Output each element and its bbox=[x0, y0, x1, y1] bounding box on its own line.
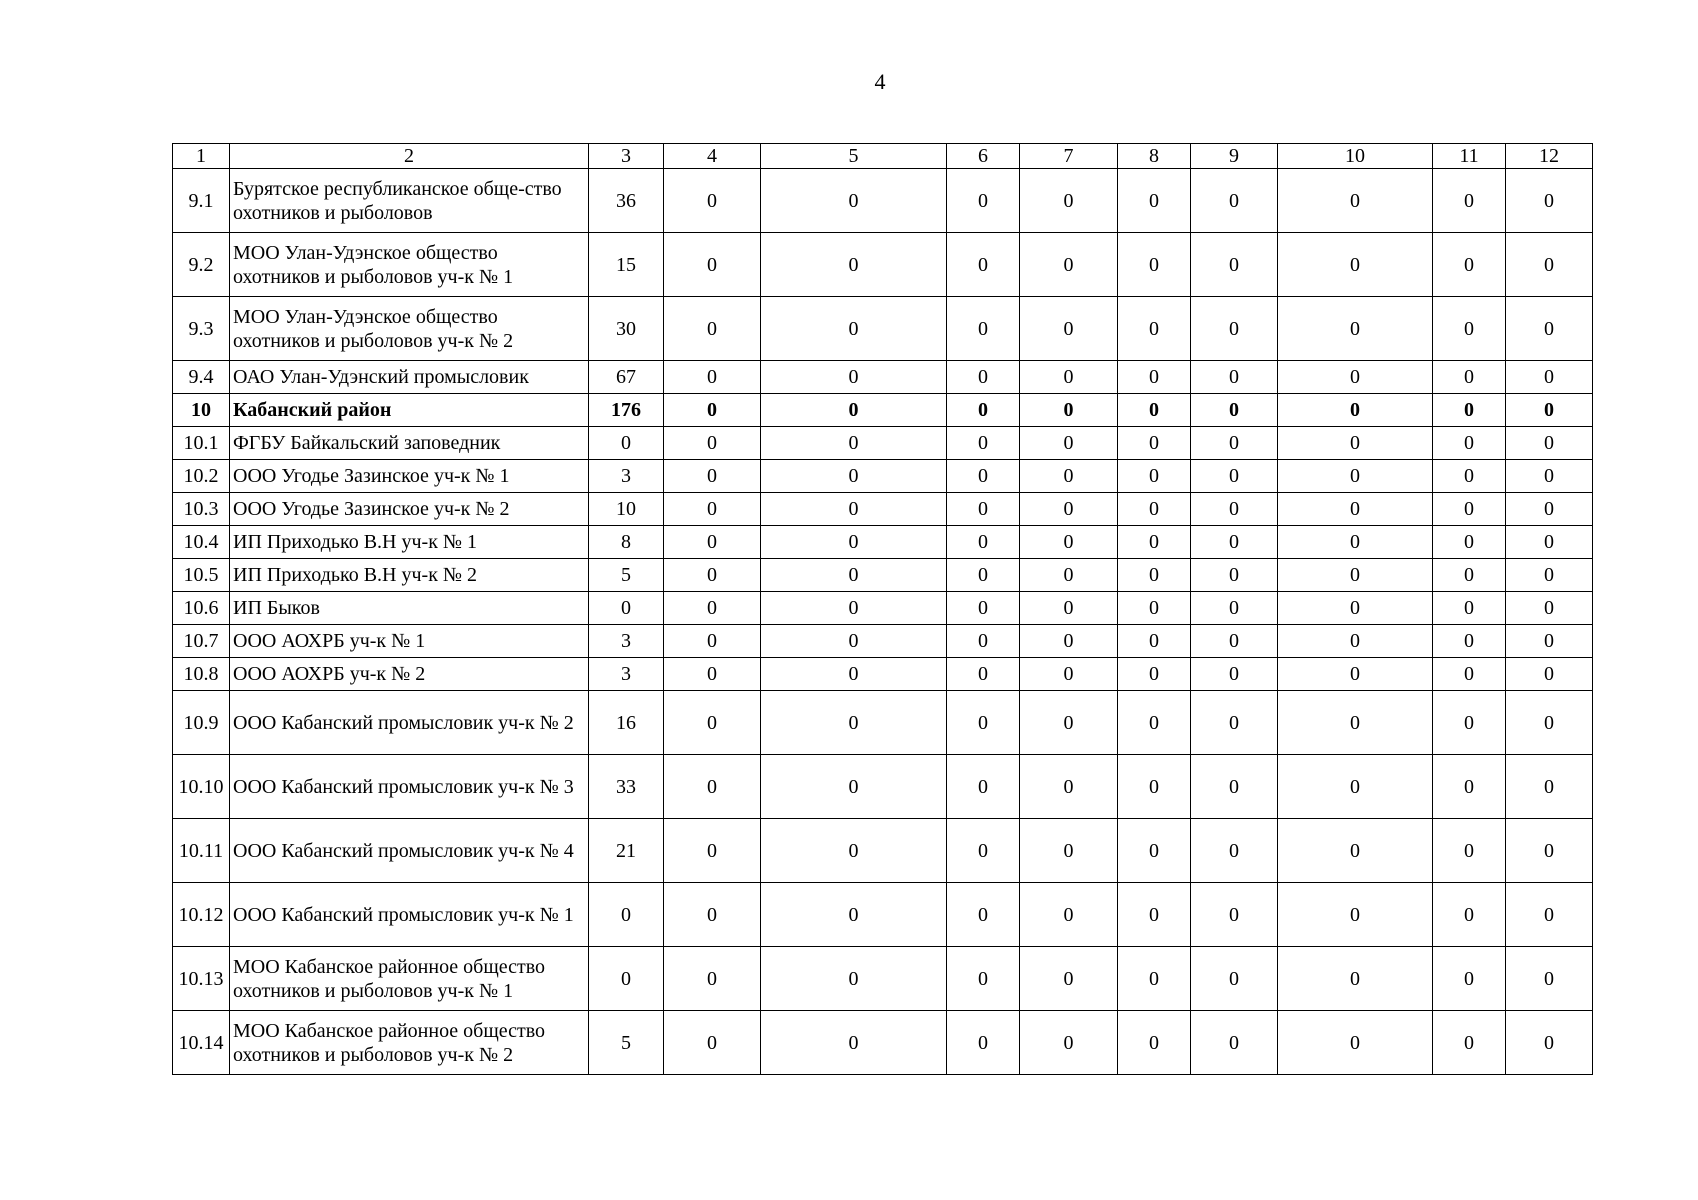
value-cell: 0 bbox=[1506, 297, 1593, 361]
value-cell: 0 bbox=[947, 592, 1020, 625]
value-cell: 0 bbox=[1278, 819, 1433, 883]
value-cell: 8 bbox=[589, 526, 664, 559]
value-cell: 0 bbox=[1191, 233, 1278, 297]
value-cell: 0 bbox=[947, 819, 1020, 883]
value-cell: 0 bbox=[761, 592, 947, 625]
value-cell: 0 bbox=[1020, 1011, 1118, 1075]
row-number: 10.9 bbox=[173, 691, 230, 755]
value-cell: 0 bbox=[1020, 658, 1118, 691]
value-cell: 0 bbox=[1118, 658, 1191, 691]
row-number: 10.13 bbox=[173, 947, 230, 1011]
organization-name: МОО Улан-Удэнское общество охотников и рыболовов уч-к № 2 bbox=[230, 297, 589, 361]
value-cell: 0 bbox=[1191, 493, 1278, 526]
value-cell: 0 bbox=[1506, 658, 1593, 691]
value-cell: 0 bbox=[1118, 526, 1191, 559]
value-cell: 0 bbox=[1506, 947, 1593, 1011]
value-cell: 15 bbox=[589, 233, 664, 297]
value-cell: 0 bbox=[1118, 947, 1191, 1011]
table-row bbox=[173, 361, 1593, 394]
value-cell: 0 bbox=[1278, 233, 1433, 297]
row-number: 9.1 bbox=[173, 169, 230, 233]
value-cell: 0 bbox=[1433, 819, 1506, 883]
value-cell: 0 bbox=[589, 883, 664, 947]
row-number: 10.1 bbox=[173, 427, 230, 460]
value-cell: 36 bbox=[589, 169, 664, 233]
value-cell: 0 bbox=[1191, 658, 1278, 691]
value-cell: 0 bbox=[761, 233, 947, 297]
table-row bbox=[173, 625, 1593, 658]
value-cell: 0 bbox=[761, 947, 947, 1011]
header-cell: 7 bbox=[1020, 144, 1118, 169]
value-cell: 0 bbox=[947, 169, 1020, 233]
value-cell: 0 bbox=[1278, 493, 1433, 526]
row-number: 10.3 bbox=[173, 493, 230, 526]
header-cell: 5 bbox=[761, 144, 947, 169]
value-cell: 67 bbox=[589, 361, 664, 394]
value-cell: 0 bbox=[1118, 691, 1191, 755]
organization-name: ООО Угодье Зазинское уч-к № 1 bbox=[230, 460, 589, 493]
organization-name: ФГБУ Байкальский заповедник bbox=[230, 427, 589, 460]
value-cell: 0 bbox=[761, 658, 947, 691]
value-cell: 0 bbox=[664, 493, 761, 526]
value-cell: 0 bbox=[1433, 297, 1506, 361]
value-cell: 0 bbox=[1020, 169, 1118, 233]
header-cell: 4 bbox=[664, 144, 761, 169]
data-table bbox=[172, 143, 1593, 1075]
value-cell: 0 bbox=[1191, 526, 1278, 559]
value-cell: 0 bbox=[1278, 460, 1433, 493]
value-cell: 0 bbox=[761, 883, 947, 947]
row-number: 10.8 bbox=[173, 658, 230, 691]
value-cell: 0 bbox=[1506, 526, 1593, 559]
value-cell: 0 bbox=[947, 947, 1020, 1011]
page-number: 4 bbox=[874, 69, 886, 94]
value-cell: 0 bbox=[761, 427, 947, 460]
value-cell: 0 bbox=[1020, 947, 1118, 1011]
value-cell: 0 bbox=[761, 297, 947, 361]
value-cell: 0 bbox=[1278, 658, 1433, 691]
value-cell: 0 bbox=[1020, 493, 1118, 526]
value-cell: 0 bbox=[947, 233, 1020, 297]
value-cell: 0 bbox=[1278, 526, 1433, 559]
value-cell: 0 bbox=[664, 297, 761, 361]
value-cell: 0 bbox=[1118, 559, 1191, 592]
value-cell: 0 bbox=[761, 493, 947, 526]
value-cell: 0 bbox=[1020, 297, 1118, 361]
value-cell: 16 bbox=[589, 691, 664, 755]
organization-name: ООО Кабанский промысловик уч-к № 4 bbox=[230, 819, 589, 883]
value-cell: 0 bbox=[1191, 625, 1278, 658]
value-cell: 0 bbox=[1278, 394, 1433, 427]
value-cell: 0 bbox=[664, 691, 761, 755]
value-cell: 0 bbox=[1118, 592, 1191, 625]
value-cell: 0 bbox=[1506, 819, 1593, 883]
value-cell: 0 bbox=[1020, 691, 1118, 755]
table-row bbox=[173, 819, 1593, 883]
table-row bbox=[173, 947, 1593, 1011]
value-cell: 21 bbox=[589, 819, 664, 883]
value-cell: 0 bbox=[1118, 427, 1191, 460]
value-cell: 0 bbox=[947, 755, 1020, 819]
row-number: 10.7 bbox=[173, 625, 230, 658]
table-row bbox=[173, 559, 1593, 592]
value-cell: 0 bbox=[1433, 947, 1506, 1011]
value-cell: 0 bbox=[664, 755, 761, 819]
header-cell: 10 bbox=[1278, 144, 1433, 169]
value-cell: 0 bbox=[1506, 559, 1593, 592]
value-cell: 0 bbox=[1191, 559, 1278, 592]
table-row bbox=[173, 526, 1593, 559]
value-cell: 0 bbox=[1118, 625, 1191, 658]
header-row bbox=[173, 144, 1593, 169]
value-cell: 0 bbox=[1118, 361, 1191, 394]
value-cell: 0 bbox=[1433, 493, 1506, 526]
value-cell: 0 bbox=[1506, 460, 1593, 493]
value-cell: 0 bbox=[1191, 460, 1278, 493]
organization-name: ИП Приходько В.Н уч-к № 1 bbox=[230, 526, 589, 559]
value-cell: 33 bbox=[589, 755, 664, 819]
value-cell: 176 bbox=[589, 394, 664, 427]
value-cell: 0 bbox=[664, 658, 761, 691]
row-number: 10.11 bbox=[173, 819, 230, 883]
value-cell: 0 bbox=[664, 361, 761, 394]
row-number: 10.5 bbox=[173, 559, 230, 592]
value-cell: 0 bbox=[1433, 233, 1506, 297]
value-cell: 0 bbox=[1020, 394, 1118, 427]
table-row bbox=[173, 755, 1593, 819]
organization-name: Бурятское республиканское обще-ство охотников и рыболовов bbox=[230, 169, 589, 233]
value-cell: 0 bbox=[664, 559, 761, 592]
table-row bbox=[173, 691, 1593, 755]
value-cell: 0 bbox=[947, 691, 1020, 755]
value-cell: 0 bbox=[589, 592, 664, 625]
value-cell: 0 bbox=[1118, 233, 1191, 297]
value-cell: 0 bbox=[1433, 658, 1506, 691]
value-cell: 0 bbox=[1020, 819, 1118, 883]
value-cell: 0 bbox=[1191, 1011, 1278, 1075]
value-cell: 0 bbox=[1278, 625, 1433, 658]
value-cell: 0 bbox=[761, 755, 947, 819]
value-cell: 0 bbox=[947, 658, 1020, 691]
value-cell: 0 bbox=[1278, 947, 1433, 1011]
organization-name: ООО Кабанский промысловик уч-к № 2 bbox=[230, 691, 589, 755]
value-cell: 0 bbox=[761, 394, 947, 427]
value-cell: 0 bbox=[761, 526, 947, 559]
value-cell: 0 bbox=[664, 947, 761, 1011]
value-cell: 0 bbox=[1118, 1011, 1191, 1075]
value-cell: 0 bbox=[664, 1011, 761, 1075]
header-cell: 3 bbox=[589, 144, 664, 169]
row-number: 9.2 bbox=[173, 233, 230, 297]
value-cell: 10 bbox=[589, 493, 664, 526]
value-cell: 0 bbox=[1506, 169, 1593, 233]
header-cell: 1 bbox=[173, 144, 230, 169]
value-cell: 0 bbox=[1278, 755, 1433, 819]
value-cell: 0 bbox=[1278, 169, 1433, 233]
value-cell: 0 bbox=[1191, 592, 1278, 625]
value-cell: 0 bbox=[1433, 883, 1506, 947]
value-cell: 0 bbox=[664, 460, 761, 493]
value-cell: 0 bbox=[1433, 394, 1506, 427]
value-cell: 0 bbox=[664, 169, 761, 233]
value-cell: 0 bbox=[761, 460, 947, 493]
organization-name: ИП Приходько В.Н уч-к № 2 bbox=[230, 559, 589, 592]
organization-name: МОО Улан-Удэнское общество охотников и рыболовов уч-к № 1 bbox=[230, 233, 589, 297]
table-row bbox=[173, 233, 1593, 297]
value-cell: 0 bbox=[1433, 691, 1506, 755]
value-cell: 0 bbox=[1433, 427, 1506, 460]
table-row bbox=[173, 592, 1593, 625]
value-cell: 0 bbox=[1506, 427, 1593, 460]
value-cell: 0 bbox=[664, 592, 761, 625]
value-cell: 0 bbox=[1278, 1011, 1433, 1075]
value-cell: 0 bbox=[1191, 883, 1278, 947]
row-number: 9.4 bbox=[173, 361, 230, 394]
value-cell: 0 bbox=[1506, 1011, 1593, 1075]
value-cell: 0 bbox=[1118, 394, 1191, 427]
organization-name: Кабанский район bbox=[230, 394, 589, 427]
value-cell: 0 bbox=[1020, 755, 1118, 819]
value-cell: 0 bbox=[1020, 526, 1118, 559]
value-cell: 0 bbox=[761, 361, 947, 394]
value-cell: 0 bbox=[1020, 559, 1118, 592]
value-cell: 0 bbox=[1191, 297, 1278, 361]
value-cell: 0 bbox=[664, 394, 761, 427]
value-cell: 0 bbox=[1020, 460, 1118, 493]
value-cell: 0 bbox=[1020, 233, 1118, 297]
organization-name: МОО Кабанское районное общество охотников и рыболовов уч-к № 2 bbox=[230, 1011, 589, 1075]
value-cell: 0 bbox=[1433, 361, 1506, 394]
value-cell: 0 bbox=[589, 947, 664, 1011]
table-row bbox=[173, 394, 1593, 427]
value-cell: 0 bbox=[947, 1011, 1020, 1075]
value-cell: 0 bbox=[1433, 559, 1506, 592]
value-cell: 0 bbox=[1506, 755, 1593, 819]
value-cell: 0 bbox=[1191, 361, 1278, 394]
value-cell: 0 bbox=[1278, 297, 1433, 361]
table-row bbox=[173, 493, 1593, 526]
header-cell: 8 bbox=[1118, 144, 1191, 169]
value-cell: 0 bbox=[1506, 625, 1593, 658]
table-row bbox=[173, 883, 1593, 947]
organization-name: ИП Быков bbox=[230, 592, 589, 625]
value-cell: 0 bbox=[1118, 460, 1191, 493]
value-cell: 0 bbox=[1191, 427, 1278, 460]
value-cell: 0 bbox=[1278, 427, 1433, 460]
value-cell: 0 bbox=[761, 819, 947, 883]
value-cell: 0 bbox=[1020, 361, 1118, 394]
value-cell: 0 bbox=[1020, 883, 1118, 947]
row-number: 10.10 bbox=[173, 755, 230, 819]
value-cell: 0 bbox=[1278, 361, 1433, 394]
value-cell: 0 bbox=[947, 883, 1020, 947]
table-row bbox=[173, 1011, 1593, 1075]
value-cell: 0 bbox=[947, 460, 1020, 493]
row-number: 10.14 bbox=[173, 1011, 230, 1075]
value-cell: 0 bbox=[1506, 233, 1593, 297]
value-cell: 3 bbox=[589, 460, 664, 493]
table-row bbox=[173, 169, 1593, 233]
value-cell: 0 bbox=[1278, 691, 1433, 755]
value-cell: 0 bbox=[1433, 526, 1506, 559]
value-cell: 0 bbox=[664, 526, 761, 559]
value-cell: 0 bbox=[664, 819, 761, 883]
value-cell: 0 bbox=[1118, 169, 1191, 233]
table-row bbox=[173, 658, 1593, 691]
table-row bbox=[173, 427, 1593, 460]
value-cell: 0 bbox=[1020, 427, 1118, 460]
value-cell: 3 bbox=[589, 625, 664, 658]
value-cell: 0 bbox=[1278, 883, 1433, 947]
value-cell: 0 bbox=[664, 883, 761, 947]
value-cell: 0 bbox=[664, 427, 761, 460]
value-cell: 0 bbox=[1118, 297, 1191, 361]
value-cell: 3 bbox=[589, 658, 664, 691]
value-cell: 0 bbox=[1433, 755, 1506, 819]
value-cell: 0 bbox=[947, 493, 1020, 526]
value-cell: 0 bbox=[1020, 592, 1118, 625]
value-cell: 0 bbox=[947, 297, 1020, 361]
value-cell: 0 bbox=[1191, 755, 1278, 819]
value-cell: 0 bbox=[947, 361, 1020, 394]
value-cell: 0 bbox=[1278, 559, 1433, 592]
value-cell: 0 bbox=[1433, 460, 1506, 493]
organization-name: ООО АОХРБ уч-к № 2 bbox=[230, 658, 589, 691]
header-cell: 12 bbox=[1506, 144, 1593, 169]
header-cell: 9 bbox=[1191, 144, 1278, 169]
value-cell: 0 bbox=[947, 427, 1020, 460]
value-cell: 0 bbox=[1433, 169, 1506, 233]
header-cell: 11 bbox=[1433, 144, 1506, 169]
organization-name: ООО АОХРБ уч-к № 1 bbox=[230, 625, 589, 658]
value-cell: 0 bbox=[761, 691, 947, 755]
value-cell: 0 bbox=[1191, 169, 1278, 233]
value-cell: 0 bbox=[664, 625, 761, 658]
value-cell: 0 bbox=[947, 559, 1020, 592]
value-cell: 0 bbox=[1506, 883, 1593, 947]
value-cell: 0 bbox=[1191, 394, 1278, 427]
value-cell: 0 bbox=[761, 169, 947, 233]
value-cell: 0 bbox=[761, 625, 947, 658]
value-cell: 0 bbox=[1506, 691, 1593, 755]
value-cell: 0 bbox=[947, 625, 1020, 658]
table-body bbox=[173, 144, 1593, 1075]
value-cell: 0 bbox=[1506, 493, 1593, 526]
organization-name: ООО Кабанский промысловик уч-к № 3 bbox=[230, 755, 589, 819]
value-cell: 0 bbox=[1118, 493, 1191, 526]
row-number: 9.3 bbox=[173, 297, 230, 361]
row-number: 10 bbox=[173, 394, 230, 427]
table-row bbox=[173, 297, 1593, 361]
value-cell: 0 bbox=[1506, 394, 1593, 427]
organization-name: ООО Кабанский промысловик уч-к № 1 bbox=[230, 883, 589, 947]
value-cell: 5 bbox=[589, 1011, 664, 1075]
value-cell: 0 bbox=[1020, 625, 1118, 658]
value-cell: 0 bbox=[1191, 819, 1278, 883]
value-cell: 0 bbox=[664, 233, 761, 297]
organization-name: ОАО Улан-Удэнский промысловик bbox=[230, 361, 589, 394]
value-cell: 0 bbox=[1191, 947, 1278, 1011]
value-cell: 0 bbox=[947, 526, 1020, 559]
row-number: 10.6 bbox=[173, 592, 230, 625]
value-cell: 0 bbox=[1506, 592, 1593, 625]
organization-name: МОО Кабанское районное общество охотников и рыболовов уч-к № 1 bbox=[230, 947, 589, 1011]
header-cell: 2 bbox=[230, 144, 589, 169]
value-cell: 5 bbox=[589, 559, 664, 592]
value-cell: 0 bbox=[589, 427, 664, 460]
value-cell: 0 bbox=[1433, 1011, 1506, 1075]
value-cell: 0 bbox=[761, 559, 947, 592]
value-cell: 0 bbox=[1118, 883, 1191, 947]
value-cell: 0 bbox=[1118, 819, 1191, 883]
value-cell: 0 bbox=[761, 1011, 947, 1075]
value-cell: 0 bbox=[1191, 691, 1278, 755]
value-cell: 0 bbox=[1433, 625, 1506, 658]
row-number: 10.12 bbox=[173, 883, 230, 947]
value-cell: 30 bbox=[589, 297, 664, 361]
value-cell: 0 bbox=[1278, 592, 1433, 625]
value-cell: 0 bbox=[1433, 592, 1506, 625]
organization-name: ООО Угодье Зазинское уч-к № 2 bbox=[230, 493, 589, 526]
row-number: 10.2 bbox=[173, 460, 230, 493]
row-number: 10.4 bbox=[173, 526, 230, 559]
header-cell: 6 bbox=[947, 144, 1020, 169]
value-cell: 0 bbox=[1506, 361, 1593, 394]
table-row bbox=[173, 460, 1593, 493]
value-cell: 0 bbox=[1118, 755, 1191, 819]
value-cell: 0 bbox=[947, 394, 1020, 427]
